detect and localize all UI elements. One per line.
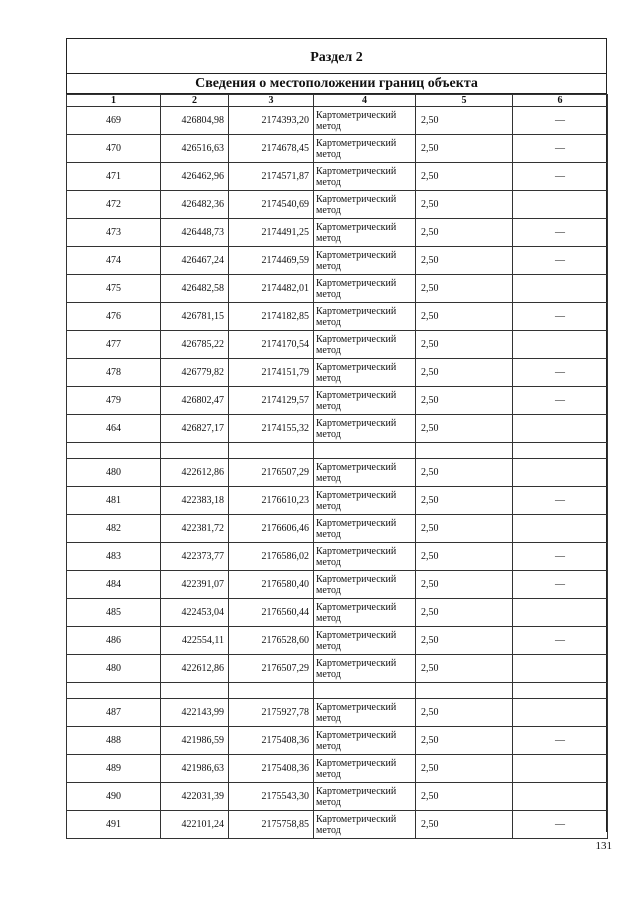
accuracy-cell: 2,50 (416, 599, 513, 627)
method-cell: Картометрический метод (314, 163, 416, 191)
table-row (67, 331, 608, 359)
method-cell: Картометрический метод (314, 415, 416, 443)
coordinate-x-cell: 426516,63 (161, 135, 229, 163)
boundary-points-table (66, 94, 608, 839)
coordinate-x-cell: 422554,11 (161, 627, 229, 655)
description-cell: — (513, 247, 608, 275)
coordinate-y-cell: 2176610,23 (229, 487, 314, 515)
table-row (67, 135, 608, 163)
accuracy-cell: 2,50 (416, 415, 513, 443)
table-row (67, 655, 608, 683)
description-cell (513, 275, 608, 303)
coordinate-y-cell: 2176606,46 (229, 515, 314, 543)
description-cell (513, 655, 608, 683)
description-cell (513, 459, 608, 487)
description-cell: — (513, 487, 608, 515)
coordinate-y-cell: 2174155,32 (229, 415, 314, 443)
table-row (67, 571, 608, 599)
description-cell (513, 755, 608, 783)
point-number-cell: 476 (67, 303, 161, 331)
method-cell: Картометрический метод (314, 699, 416, 727)
coordinate-x-cell: 426802,47 (161, 387, 229, 415)
coordinate-x-cell: 426804,98 (161, 107, 229, 135)
column-header: 2 (161, 95, 229, 107)
coordinate-x-cell: 422391,07 (161, 571, 229, 599)
method-cell: Картометрический метод (314, 459, 416, 487)
method-cell: Картометрический метод (314, 331, 416, 359)
point-number-cell: 491 (67, 811, 161, 839)
description-cell (513, 699, 608, 727)
empty-cell (229, 443, 314, 459)
table-row (67, 191, 608, 219)
point-number-cell: 479 (67, 387, 161, 415)
accuracy-cell: 2,50 (416, 275, 513, 303)
accuracy-cell: 2,50 (416, 163, 513, 191)
accuracy-cell: 2,50 (416, 755, 513, 783)
point-number-cell: 473 (67, 219, 161, 247)
point-number-cell: 490 (67, 783, 161, 811)
point-number-cell: 477 (67, 331, 161, 359)
coordinate-x-cell: 426482,36 (161, 191, 229, 219)
empty-cell (314, 443, 416, 459)
accuracy-cell: 2,50 (416, 135, 513, 163)
point-number-cell: 475 (67, 275, 161, 303)
accuracy-cell: 2,50 (416, 191, 513, 219)
table-row (67, 107, 608, 135)
method-cell: Картометрический метод (314, 811, 416, 839)
accuracy-cell: 2,50 (416, 359, 513, 387)
accuracy-cell: 2,50 (416, 811, 513, 839)
table-row (67, 783, 608, 811)
description-cell: — (513, 219, 608, 247)
accuracy-cell: 2,50 (416, 487, 513, 515)
coordinate-x-cell: 426462,96 (161, 163, 229, 191)
description-cell: — (513, 571, 608, 599)
coordinate-y-cell: 2174151,79 (229, 359, 314, 387)
method-cell: Картометрический метод (314, 727, 416, 755)
point-number-cell: 488 (67, 727, 161, 755)
coordinate-y-cell: 2175408,36 (229, 755, 314, 783)
point-number-cell: 489 (67, 755, 161, 783)
coordinate-x-cell: 426785,22 (161, 331, 229, 359)
description-cell (513, 191, 608, 219)
description-cell: — (513, 359, 608, 387)
method-cell: Картометрический метод (314, 387, 416, 415)
method-cell: Картометрический метод (314, 515, 416, 543)
method-cell: Картометрический метод (314, 359, 416, 387)
table-row (67, 163, 608, 191)
point-number-cell: 472 (67, 191, 161, 219)
point-number-cell: 483 (67, 543, 161, 571)
coordinate-x-cell: 422612,86 (161, 655, 229, 683)
accuracy-cell: 2,50 (416, 571, 513, 599)
point-number-cell: 474 (67, 247, 161, 275)
description-cell: — (513, 163, 608, 191)
description-cell: — (513, 303, 608, 331)
empty-cell (416, 443, 513, 459)
coordinate-y-cell: 2176507,29 (229, 459, 314, 487)
coordinate-x-cell: 426827,17 (161, 415, 229, 443)
empty-cell (161, 683, 229, 699)
table-header-row (67, 95, 608, 107)
table-row (67, 247, 608, 275)
coordinate-x-cell: 426482,58 (161, 275, 229, 303)
table-row (67, 415, 608, 443)
point-number-cell: 485 (67, 599, 161, 627)
accuracy-cell: 2,50 (416, 727, 513, 755)
point-number-cell: 484 (67, 571, 161, 599)
description-cell: — (513, 627, 608, 655)
description-cell: — (513, 543, 608, 571)
coordinate-x-cell: 422373,77 (161, 543, 229, 571)
description-cell: — (513, 811, 608, 839)
coordinate-y-cell: 2176586,02 (229, 543, 314, 571)
coordinate-y-cell: 2174491,25 (229, 219, 314, 247)
empty-cell (67, 683, 161, 699)
description-cell: — (513, 727, 608, 755)
point-number-cell: 480 (67, 459, 161, 487)
table-row (67, 755, 608, 783)
method-cell: Картометрический метод (314, 655, 416, 683)
table-row (67, 699, 608, 727)
method-cell: Картометрический метод (314, 599, 416, 627)
coordinate-y-cell: 2176507,29 (229, 655, 314, 683)
table-row (67, 627, 608, 655)
description-cell (513, 599, 608, 627)
empty-cell (314, 683, 416, 699)
coordinate-x-cell: 422453,04 (161, 599, 229, 627)
point-number-cell: 464 (67, 415, 161, 443)
coordinate-y-cell: 2174170,54 (229, 331, 314, 359)
description-cell (513, 331, 608, 359)
table-row (67, 727, 608, 755)
empty-cell (513, 683, 608, 699)
method-cell: Картометрический метод (314, 247, 416, 275)
coordinate-y-cell: 2174129,57 (229, 387, 314, 415)
table-row (67, 219, 608, 247)
empty-cell (229, 683, 314, 699)
accuracy-cell: 2,50 (416, 699, 513, 727)
table-row (67, 599, 608, 627)
group-separator-row (67, 443, 608, 459)
point-number-cell: 482 (67, 515, 161, 543)
accuracy-cell: 2,50 (416, 627, 513, 655)
method-cell: Картометрический метод (314, 135, 416, 163)
method-cell: Картометрический метод (314, 571, 416, 599)
method-cell: Картометрический метод (314, 627, 416, 655)
coordinate-x-cell: 426448,73 (161, 219, 229, 247)
table-row (67, 459, 608, 487)
coordinate-x-cell: 426467,24 (161, 247, 229, 275)
column-header: 3 (229, 95, 314, 107)
table-row (67, 543, 608, 571)
table-row (67, 275, 608, 303)
point-number-cell: 478 (67, 359, 161, 387)
table-row (67, 487, 608, 515)
page-number: 131 (595, 840, 612, 852)
coordinate-x-cell: 422612,86 (161, 459, 229, 487)
method-cell: Картометрический метод (314, 191, 416, 219)
coordinate-x-cell: 426781,15 (161, 303, 229, 331)
accuracy-cell: 2,50 (416, 515, 513, 543)
point-number-cell: 486 (67, 627, 161, 655)
accuracy-cell: 2,50 (416, 331, 513, 359)
coordinate-x-cell: 421986,59 (161, 727, 229, 755)
method-cell: Картометрический метод (314, 487, 416, 515)
coordinate-x-cell: 422101,24 (161, 811, 229, 839)
method-cell: Картометрический метод (314, 543, 416, 571)
coordinate-x-cell: 422381,72 (161, 515, 229, 543)
point-number-cell: 481 (67, 487, 161, 515)
table-row (67, 515, 608, 543)
empty-cell (161, 443, 229, 459)
coordinate-y-cell: 2175758,85 (229, 811, 314, 839)
column-header: 6 (513, 95, 608, 107)
method-cell: Картометрический метод (314, 275, 416, 303)
coordinate-y-cell: 2174469,59 (229, 247, 314, 275)
point-number-cell: 469 (67, 107, 161, 135)
section-subtitle: Сведения о местоположении границ объекта (66, 74, 607, 94)
point-number-cell: 470 (67, 135, 161, 163)
method-cell: Картометрический метод (314, 107, 416, 135)
description-cell (513, 515, 608, 543)
coordinate-y-cell: 2174182,85 (229, 303, 314, 331)
accuracy-cell: 2,50 (416, 219, 513, 247)
accuracy-cell: 2,50 (416, 783, 513, 811)
method-cell: Картометрический метод (314, 219, 416, 247)
coordinate-y-cell: 2174393,20 (229, 107, 314, 135)
column-header: 5 (416, 95, 513, 107)
coordinate-y-cell: 2175408,36 (229, 727, 314, 755)
coordinate-y-cell: 2176560,44 (229, 599, 314, 627)
table-body (67, 107, 608, 839)
accuracy-cell: 2,50 (416, 543, 513, 571)
method-cell: Картометрический метод (314, 303, 416, 331)
accuracy-cell: 2,50 (416, 387, 513, 415)
method-cell: Картометрический метод (314, 783, 416, 811)
table-row (67, 359, 608, 387)
column-header: 1 (67, 95, 161, 107)
coordinate-x-cell: 422383,18 (161, 487, 229, 515)
point-number-cell: 480 (67, 655, 161, 683)
table-row (67, 387, 608, 415)
coordinate-y-cell: 2175927,78 (229, 699, 314, 727)
description-cell: — (513, 387, 608, 415)
column-header: 4 (314, 95, 416, 107)
point-number-cell: 487 (67, 699, 161, 727)
empty-cell (416, 683, 513, 699)
accuracy-cell: 2,50 (416, 655, 513, 683)
table-row (67, 811, 608, 839)
description-cell: — (513, 135, 608, 163)
accuracy-cell: 2,50 (416, 459, 513, 487)
point-number-cell: 471 (67, 163, 161, 191)
empty-cell (67, 443, 161, 459)
coordinate-x-cell: 421986,63 (161, 755, 229, 783)
method-cell: Картометрический метод (314, 755, 416, 783)
description-cell (513, 783, 608, 811)
coordinate-y-cell: 2174482,01 (229, 275, 314, 303)
accuracy-cell: 2,50 (416, 107, 513, 135)
coordinate-y-cell: 2174678,45 (229, 135, 314, 163)
group-separator-row (67, 683, 608, 699)
accuracy-cell: 2,50 (416, 247, 513, 275)
coordinate-y-cell: 2175543,30 (229, 783, 314, 811)
table-row (67, 303, 608, 331)
empty-cell (513, 443, 608, 459)
description-cell (513, 415, 608, 443)
coordinate-y-cell: 2174540,69 (229, 191, 314, 219)
coordinate-y-cell: 2174571,87 (229, 163, 314, 191)
coordinate-y-cell: 2176580,40 (229, 571, 314, 599)
coordinate-y-cell: 2176528,60 (229, 627, 314, 655)
coordinate-x-cell: 422031,39 (161, 783, 229, 811)
section-title: Раздел 2 (66, 38, 607, 74)
coordinate-x-cell: 422143,99 (161, 699, 229, 727)
accuracy-cell: 2,50 (416, 303, 513, 331)
coordinate-x-cell: 426779,82 (161, 359, 229, 387)
description-cell: — (513, 107, 608, 135)
